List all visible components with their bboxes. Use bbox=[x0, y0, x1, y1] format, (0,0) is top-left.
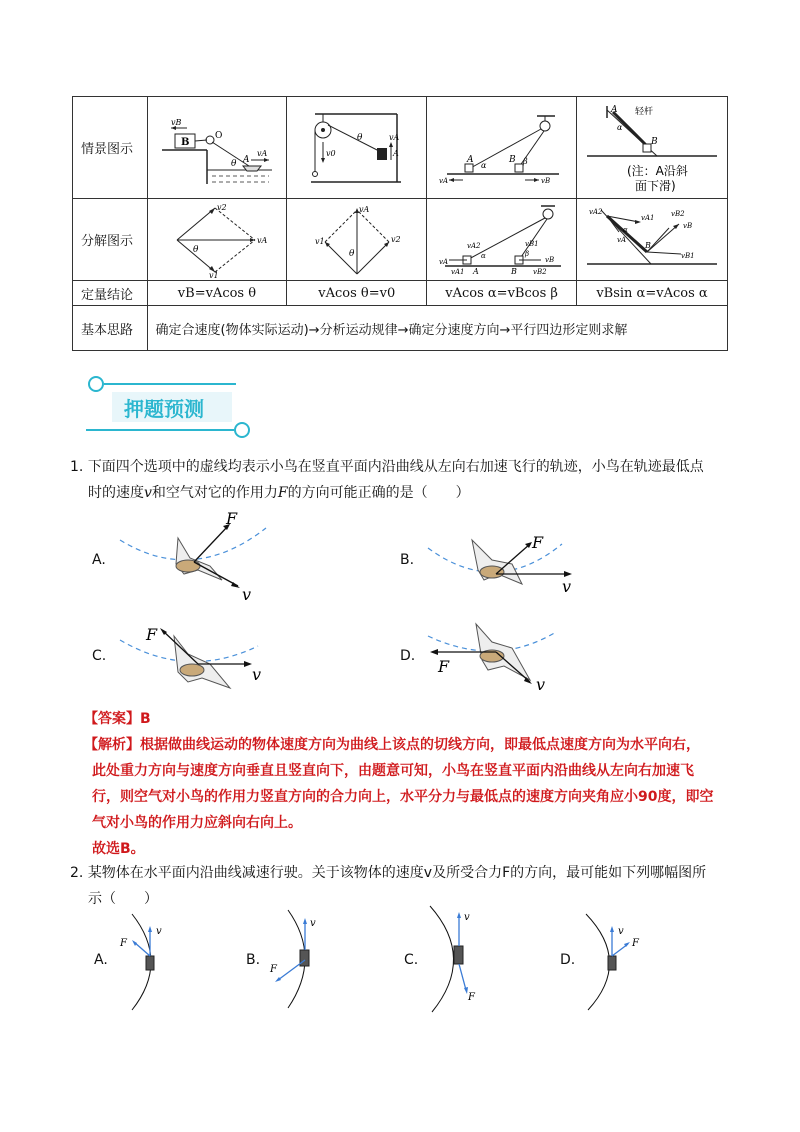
label-F: F bbox=[226, 510, 238, 528]
label-rod: 轻杆 bbox=[635, 106, 654, 117]
formula-4: vBsin α=vAcos α bbox=[577, 281, 728, 306]
q1-analysis-1 bbox=[84, 732, 700, 758]
label-vB1: vB1 bbox=[524, 239, 539, 248]
label-A: A bbox=[392, 148, 399, 158]
row-head-decomp: 分解图示 bbox=[73, 199, 148, 281]
q1-option-a[interactable]: A. bbox=[92, 552, 106, 568]
q1-F-symbol: F bbox=[277, 485, 288, 501]
answer-value: B bbox=[140, 711, 151, 727]
label-A: A bbox=[466, 154, 474, 165]
label-alpha: α bbox=[617, 122, 623, 132]
scene-figure-2 bbox=[287, 97, 427, 199]
answer-tag: 【答案】 bbox=[84, 711, 140, 727]
label-theta: θ bbox=[192, 244, 199, 255]
note-line-1: (注：A沿斜 bbox=[627, 163, 688, 178]
q2-figure-c bbox=[420, 904, 490, 1014]
q2-line-2: 示（ ） bbox=[88, 891, 158, 907]
label-v: v bbox=[310, 918, 316, 929]
row-head-scene: 情景图示 bbox=[73, 97, 148, 199]
q1-line-2 bbox=[88, 480, 470, 506]
q1-figure-b bbox=[426, 530, 576, 610]
q1-analysis-2: 此处重力方向与速度方向垂直且竖直向下，由题意可知，小鸟在竖直平面内沿曲线从左向右加速飞 bbox=[92, 763, 694, 779]
q1-option-c[interactable]: C. bbox=[92, 648, 107, 664]
decomp-figure-1 bbox=[147, 199, 287, 281]
decomp-figure-4 bbox=[577, 199, 728, 281]
q2-figure-d bbox=[584, 912, 654, 1012]
label-vA: vA bbox=[256, 148, 268, 158]
q1-figure-c bbox=[118, 618, 268, 700]
label-v0: v0 bbox=[325, 148, 336, 158]
label-v: v bbox=[536, 675, 546, 694]
label-beta: β bbox=[524, 249, 529, 258]
decomp-figure-3 bbox=[427, 199, 577, 281]
label-vA: vA bbox=[388, 132, 400, 142]
label-B: B bbox=[651, 136, 658, 147]
row-head-quant: 定量结论 bbox=[73, 281, 148, 306]
label-vB: vB bbox=[683, 221, 693, 230]
label-F: F bbox=[468, 992, 475, 1003]
q1-text-2a: 时的速度 bbox=[88, 485, 144, 501]
scene-figure-4 bbox=[577, 97, 728, 199]
label-beta: β bbox=[522, 156, 528, 166]
q2-option-c[interactable]: C. bbox=[404, 952, 419, 968]
label-vA1: vA1 bbox=[641, 213, 655, 222]
label-F: F bbox=[146, 625, 158, 644]
label-B: B bbox=[180, 136, 190, 148]
label-vA: vA bbox=[438, 257, 448, 266]
label-vA1: vA1 bbox=[450, 267, 465, 276]
q1-analysis-5: 故选B。 bbox=[92, 841, 145, 857]
label-vA: vA bbox=[358, 204, 370, 214]
summary-table bbox=[72, 96, 728, 351]
label-alpha: α bbox=[623, 225, 628, 234]
q2-line-1 bbox=[70, 860, 706, 886]
label-alpha: α bbox=[480, 251, 486, 260]
q2-figure-b bbox=[262, 908, 332, 1012]
q1-text-2c: 的方向可能正确的是（ ） bbox=[287, 485, 470, 501]
analysis-tag: 【解析】 bbox=[84, 737, 140, 753]
row-head-idea: 基本思路 bbox=[73, 306, 148, 351]
q2-option-b[interactable]: B. bbox=[246, 952, 261, 968]
label-F: F bbox=[438, 657, 450, 676]
basic-idea: 确定合速度(物体实际运动)→分析运动规律→确定分速度方向→平行四边形定则求解 bbox=[147, 306, 727, 351]
label-O: O bbox=[214, 130, 223, 141]
q1-v-symbol: v bbox=[144, 485, 152, 501]
label-B: B bbox=[645, 240, 651, 250]
label-vB: vB bbox=[544, 255, 554, 264]
scene-figure-1 bbox=[147, 97, 287, 199]
section-banner bbox=[86, 372, 256, 442]
label-vA2: vA2 bbox=[466, 241, 481, 250]
banner-title: 押题预测 bbox=[124, 397, 204, 421]
formula-3: vAcos α=vBcos β bbox=[427, 281, 577, 306]
label-F: F bbox=[632, 938, 639, 949]
q2-text-1: 某物体在水平面内沿曲线减速行驶。关于该物体的速度v及所受合力F的方向，最可能如下列哪幅图所 bbox=[87, 865, 707, 881]
label-v: v bbox=[464, 912, 470, 923]
analysis-line-1: 根据做曲线运动的物体速度方向为曲线上该点的切线方向，即最低点速度方向为水平向右， bbox=[140, 737, 700, 753]
label-vA: vA bbox=[617, 235, 627, 244]
label-vA: vA bbox=[256, 235, 268, 245]
label-vB2: vB2 bbox=[532, 267, 547, 276]
q1-text-2b: 和空气对它的作用力 bbox=[151, 485, 278, 501]
scene-figure-3 bbox=[427, 97, 577, 199]
note-line-2: 面下滑) bbox=[635, 178, 676, 193]
q1-text-1: 下面四个选项中的虚线均表示小鸟在竖直平面内沿曲线从左向右加速飞行的轨迹，小鸟在轨迹最低点 bbox=[87, 459, 704, 475]
label-v2: v2 bbox=[216, 202, 227, 212]
label-B: B bbox=[510, 266, 517, 276]
label-F: F bbox=[120, 938, 127, 949]
label-vA2: vA2 bbox=[589, 207, 603, 216]
label-v1: v1 bbox=[314, 236, 325, 246]
formula-2: vAcos θ=v0 bbox=[287, 281, 427, 306]
decomp-figure-2 bbox=[287, 199, 427, 281]
q2-option-a[interactable]: A. bbox=[94, 952, 108, 968]
label-theta: θ bbox=[348, 248, 355, 259]
label-F: F bbox=[270, 964, 277, 975]
q1-number: 1. bbox=[70, 459, 84, 475]
q1-analysis-4: 气对小鸟的作用力应斜向右向上。 bbox=[92, 815, 302, 831]
label-vB2: vB2 bbox=[671, 209, 685, 218]
formula-1: vB=vAcos θ bbox=[147, 281, 287, 306]
label-v: v bbox=[618, 926, 624, 937]
label-alpha: α bbox=[480, 160, 486, 170]
label-vB1: vB1 bbox=[681, 251, 695, 260]
label-vA: vA bbox=[438, 176, 448, 185]
q2-option-d[interactable]: D. bbox=[560, 952, 576, 968]
label-v: v bbox=[562, 577, 572, 596]
label-A: A bbox=[242, 154, 250, 165]
label-F: F bbox=[532, 533, 544, 552]
label-v: v bbox=[252, 665, 262, 684]
q1-figure-a bbox=[118, 510, 268, 604]
q1-line-1 bbox=[70, 454, 704, 480]
label-B: B bbox=[508, 154, 516, 165]
q1-option-d[interactable]: D. bbox=[400, 648, 416, 664]
label-v2: v2 bbox=[390, 234, 401, 244]
label-theta: θ bbox=[356, 132, 363, 143]
label-v: v bbox=[242, 585, 252, 604]
label-v1: v1 bbox=[208, 270, 219, 278]
label-vB: vB bbox=[540, 176, 550, 185]
q2-number: 2. bbox=[70, 865, 84, 881]
q1-figure-d bbox=[426, 618, 576, 700]
label-A: A bbox=[611, 104, 618, 115]
label-vB: vB bbox=[170, 117, 182, 127]
q1-answer bbox=[84, 706, 151, 732]
label-v: v bbox=[156, 926, 162, 937]
q2-figure-a bbox=[112, 912, 182, 1012]
label-A: A bbox=[472, 266, 479, 276]
q1-analysis-3: 行，则空气对小鸟的作用力竖直方向的合力向上，水平分力与最低点的速度方向夹角应小90度，即空 bbox=[92, 789, 714, 805]
q1-option-b[interactable]: B. bbox=[400, 552, 415, 568]
label-theta: θ bbox=[230, 158, 237, 169]
